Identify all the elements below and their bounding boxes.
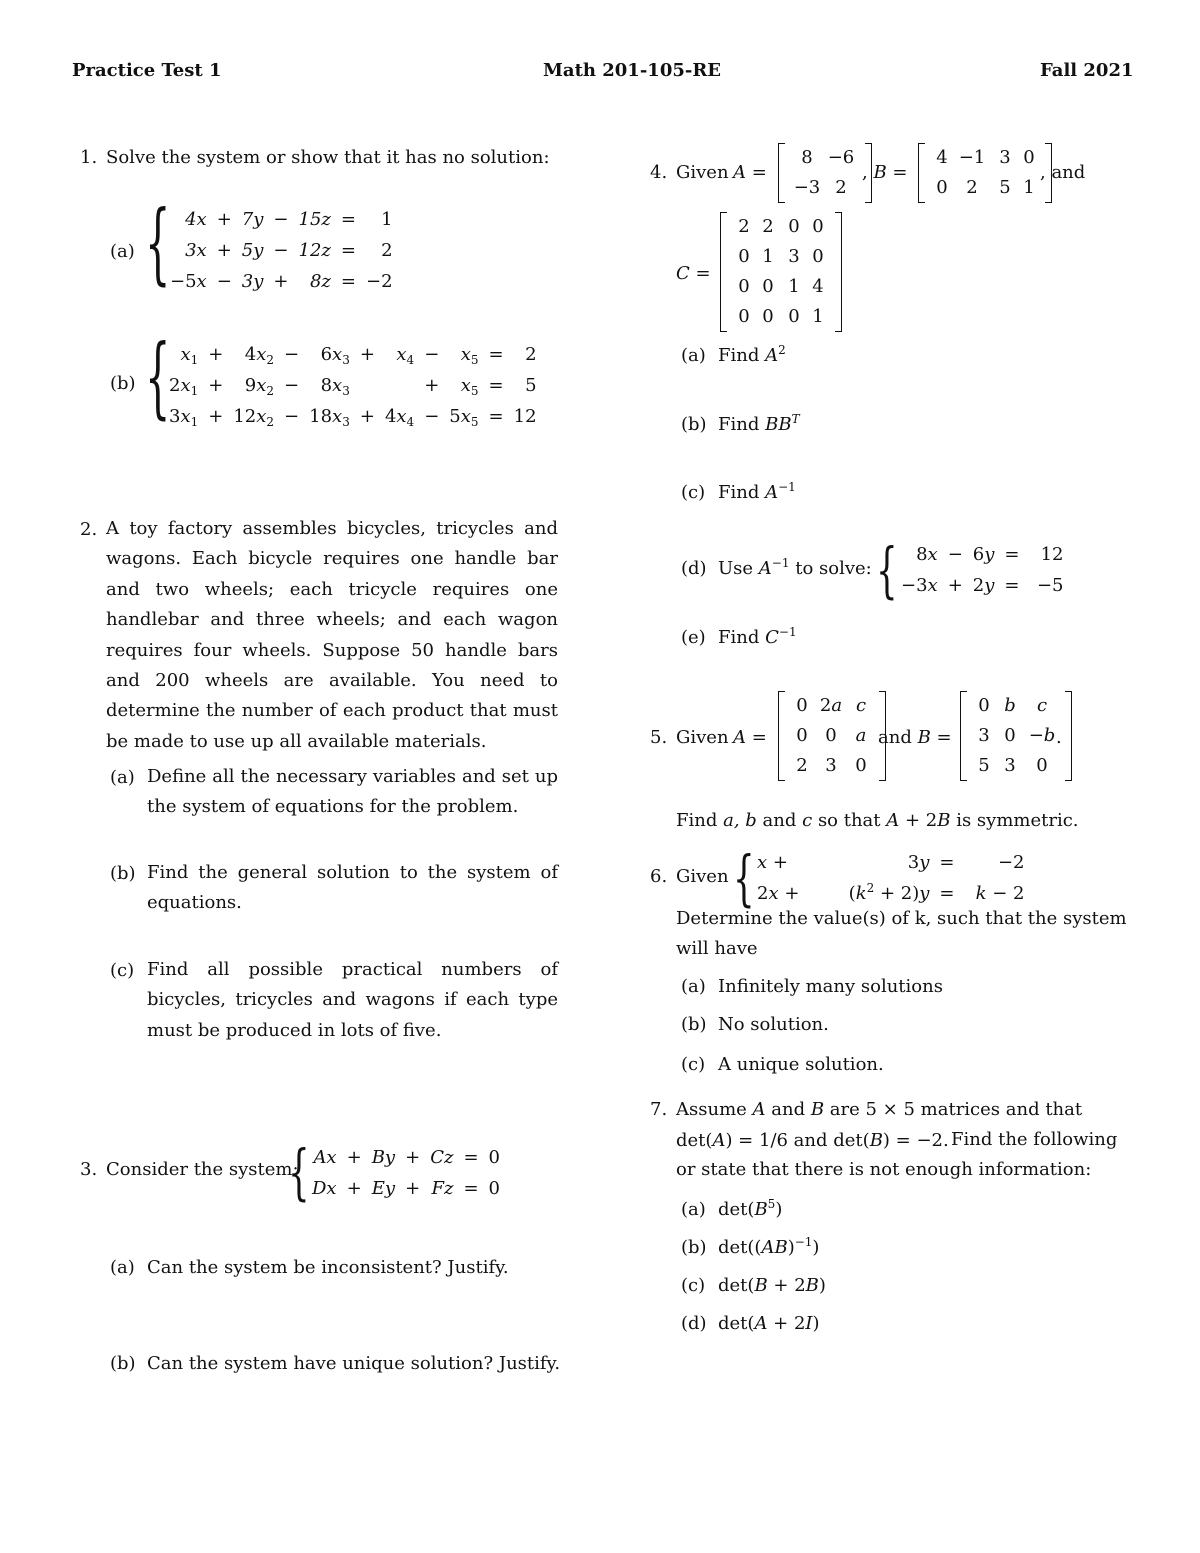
q4d-label: (d) bbox=[681, 558, 707, 579]
q1b-brace: { bbox=[145, 328, 171, 430]
q4b-find: Find bbox=[718, 414, 760, 435]
q3a-text: Can the system be inconsistent? Justify. bbox=[147, 1257, 509, 1278]
q5-given: Given bbox=[676, 727, 729, 748]
q6-number: 6. bbox=[650, 866, 668, 887]
q6a-text: Infinitely many solutions bbox=[718, 976, 943, 997]
q7d-text: det(A + 2I) bbox=[718, 1313, 820, 1334]
q5-and-word: and bbox=[878, 727, 912, 748]
q4-number: 4. bbox=[650, 162, 668, 183]
q2b-text: Find the general solution to the system of equations. bbox=[147, 862, 558, 914]
q4e-label: (e) bbox=[681, 627, 706, 648]
q2a-text: Define all the necessary variables and set up the system of equations for the problem. bbox=[147, 766, 558, 818]
q5-and: and B = bbox=[878, 727, 952, 748]
q6b-label: (b) bbox=[681, 1014, 707, 1035]
q7-matrices: are 5 × 5 matrices and that bbox=[829, 1099, 1083, 1120]
q4-and: , and bbox=[1040, 162, 1086, 183]
q7d-label: (d) bbox=[681, 1313, 707, 1334]
q2a-label: (a) bbox=[110, 767, 135, 788]
q1b-label: (b) bbox=[110, 373, 136, 394]
q6c-text: A unique solution. bbox=[718, 1054, 884, 1075]
q3a-label: (a) bbox=[110, 1257, 135, 1278]
q4c-text: Find $A^{-1}$ bbox=[718, 480, 796, 503]
q4c-find: Find bbox=[718, 482, 760, 503]
q7-assume: Assume bbox=[676, 1099, 747, 1120]
q4e-text: Find $C^{-1}$ bbox=[718, 625, 797, 648]
q4b-label: (b) bbox=[681, 414, 707, 435]
q6-given: Given bbox=[676, 866, 729, 887]
q7-line1: Assume A and B are 5 × 5 matrices and that bbox=[676, 1099, 1083, 1120]
q7b-text: det((AB)$^{-1}$) bbox=[718, 1235, 820, 1258]
q6b-text: No solution. bbox=[718, 1014, 829, 1035]
q4d-to-solve: to solve: bbox=[795, 558, 872, 579]
q1a-label: (a) bbox=[110, 241, 135, 262]
q4e-find: Find bbox=[718, 627, 760, 648]
q4-matrix-A: 8 −6 −3 2 bbox=[778, 143, 872, 203]
q4-matrix-C: 2 2 0 0 0 1 3 0 0 0 1 4 0 0 0 1 bbox=[720, 212, 842, 332]
q3-system: Ax + By + Cz = 0 Dx + Ey + Fz = 0 bbox=[312, 1147, 500, 1199]
q6-system: x + 3y = −2 2x + $(k^2 + 2)y$ = k − 2 bbox=[757, 852, 1025, 904]
q4a-find: Find bbox=[718, 345, 760, 366]
q1-number: 1. bbox=[80, 147, 98, 168]
q4d-text: Use $A^{-1}$ to solve: bbox=[718, 556, 872, 579]
q6-text: Determine the value(s) of k, such that the system will have bbox=[676, 908, 1127, 960]
q3-text: Consider the system: bbox=[106, 1159, 299, 1180]
header-left: Practice Test 1 bbox=[72, 60, 222, 81]
q5-A-eq: A = bbox=[733, 727, 767, 748]
q5-find: Find bbox=[676, 810, 718, 831]
q5-find-text: Find a, b and c so that A + 2B is symmetric. bbox=[676, 810, 1079, 831]
q4d-brace: { bbox=[876, 536, 898, 606]
q4d-use: Use bbox=[718, 558, 754, 579]
q4b-text: Find $BB^T$ bbox=[718, 412, 800, 435]
header-center: Math 201-105-RE bbox=[543, 60, 722, 81]
q2c-label: (c) bbox=[110, 960, 135, 981]
header-right: Fall 2021 bbox=[1040, 60, 1134, 81]
q4d-system: 8x − 6y = 12 −3x + 2y = −5 bbox=[901, 544, 1064, 596]
q7-line2: det(A) = 1/6 and det(B) = −2. bbox=[676, 1130, 949, 1151]
q4-A-eq: A = bbox=[733, 162, 767, 183]
q7a-text: $\det(B^5)$ bbox=[718, 1197, 783, 1220]
q5-symmetric: is symmetric. bbox=[956, 810, 1079, 831]
q5-number: 5. bbox=[650, 727, 668, 748]
q2-text: A toy factory assembles bicycles, tricycles and wagons. Each bicycle requires one handle bar and two wheels; each tricycle requires one handlebar and three wheels; and each wagon requires four wheels. Suppose 50 handle bars and 200 wheels are available. You need to determine the number of each product that must be made to use up all available materials. bbox=[106, 518, 558, 752]
q7-number: 7. bbox=[650, 1099, 668, 1120]
q5-matrix-A: 0 2a c 0 0 a 2 3 0 bbox=[778, 691, 886, 781]
q4-B-eq: , B = bbox=[862, 162, 908, 183]
q7c-label: (c) bbox=[681, 1275, 706, 1296]
q2c-text: Find all possible practical numbers of bicycles, tricycles and wagons if each type must be produced in lots of five. bbox=[147, 959, 558, 1041]
q3-number: 3. bbox=[80, 1159, 98, 1180]
q3b-text: Can the system have unique solution? Justify. bbox=[147, 1353, 561, 1374]
q6c-label: (c) bbox=[681, 1054, 706, 1075]
q7-text3: Find the following or state that there is not enough information: bbox=[676, 1129, 1118, 1181]
q7b-label: (b) bbox=[681, 1237, 707, 1258]
q5-so-that: so that bbox=[817, 810, 881, 831]
q3-brace: { bbox=[288, 1138, 310, 1208]
q7c-text: det(B + 2B) bbox=[718, 1275, 826, 1296]
q5-matrix-B: 0 b c 3 0 −b 5 3 0 bbox=[960, 691, 1072, 781]
q1-text: Solve the system or show that it has no solution: bbox=[106, 147, 550, 168]
q4c-label: (c) bbox=[681, 482, 706, 503]
q4a-text: Find $A^2$ bbox=[718, 343, 786, 366]
q2b-label: (b) bbox=[110, 863, 136, 884]
q5-period: . bbox=[1056, 727, 1062, 748]
q1a-brace: { bbox=[145, 194, 171, 296]
q6a-label: (a) bbox=[681, 976, 706, 997]
q3b-label: (b) bbox=[110, 1353, 136, 1374]
q7a-label: (a) bbox=[681, 1199, 706, 1220]
q4a-label: (a) bbox=[681, 345, 706, 366]
q1a-system: 4x + 7y − 15z = 1 3x + 5y − 12z = 2 −5x − 3y + 8z = −2 bbox=[170, 209, 393, 292]
q4-matrix-B: 4 −1 3 0 0 2 5 1 bbox=[918, 143, 1052, 203]
q6-brace: { bbox=[733, 844, 755, 914]
q1b-system: $x_1$ + $4x_2$ − $6x_3$ + $x_4$ − $x_5$ = 2 $2x_1$ + $9x_2$ − $8x_3$ + $x_5$ = 5 $3x_1$ + $12x_2$ − $18x_3$ + $4x_4$ − $5x_5$ = 12 bbox=[169, 344, 537, 429]
q4-given: Given bbox=[676, 162, 729, 183]
q2-number: 2. bbox=[80, 519, 98, 540]
q4-C-eq: C = bbox=[676, 263, 711, 284]
